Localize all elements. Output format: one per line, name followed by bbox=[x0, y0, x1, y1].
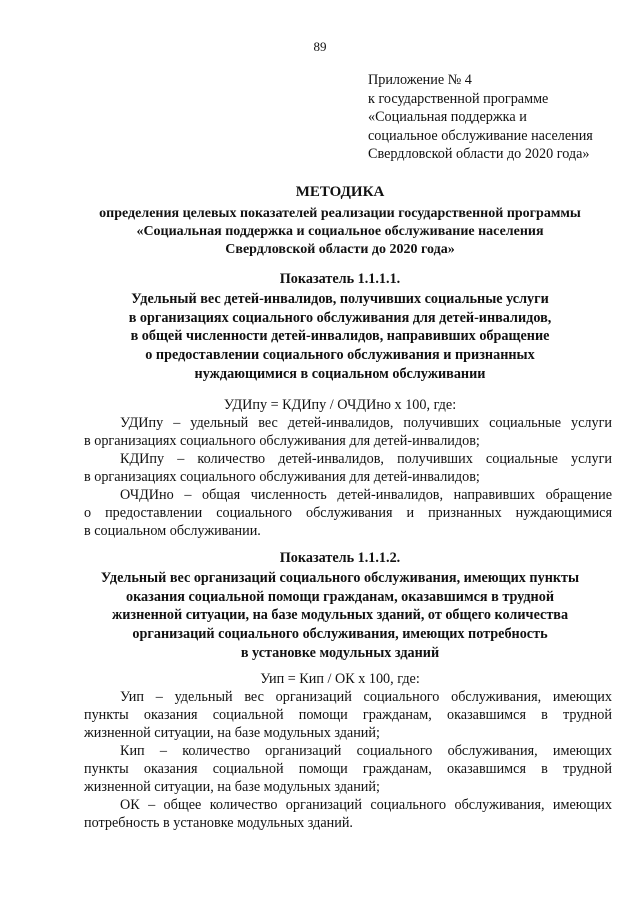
appendix-line: Свердловской области до 2020 года» bbox=[368, 146, 590, 163]
definition-uip bbox=[84, 688, 612, 743]
definition-line: жизненной ситуации, на базе модульных зданий; bbox=[84, 779, 380, 796]
definition-line: в организациях социального обслуживания для детей-инвалидов; bbox=[84, 469, 480, 486]
indicator-2-number: Показатель 1.1.1.2. bbox=[279, 550, 401, 566]
definition-ok bbox=[84, 796, 612, 832]
heading-line: Удельный вес детей-инвалидов, получивших социальные услуги bbox=[131, 290, 549, 307]
definition-line: потребность в установке модульных зданий. bbox=[84, 815, 353, 832]
definition-line: ОЧДИно – общая численность детей-инвалидов, направивших обращение bbox=[120, 487, 612, 503]
definition-line: Кип – количество организаций социального обслуживания, имеющих bbox=[120, 743, 612, 759]
page-number: 89 bbox=[313, 39, 327, 54]
definition-line: пункты оказания социальной помощи гражданам, оказавшимся в трудной bbox=[84, 707, 612, 724]
definition-ochdino bbox=[84, 486, 612, 541]
subtitle-line: Свердловской области до 2020 года» bbox=[225, 242, 455, 257]
appendix-note bbox=[368, 71, 628, 164]
heading-line: в общей численности детей-инвалидов, направивших обращение bbox=[130, 328, 550, 345]
definition-line: КДИпу – количество детей-инвалидов, получивших социальные услуги bbox=[120, 451, 612, 467]
appendix-line: к государственной программе bbox=[368, 90, 549, 107]
definition-kdipu bbox=[84, 450, 612, 486]
indicator-2-formula: Уип = Кип / ОК x 100, где: bbox=[260, 671, 420, 687]
subtitle-line: определения целевых показателей реализации государственной программы bbox=[99, 206, 581, 221]
definition-udipu bbox=[84, 414, 612, 450]
heading-line: организаций социального обслуживания, имеющих потребность bbox=[132, 626, 548, 643]
indicator-2-heading bbox=[60, 549, 620, 663]
indicator-1-number: Показатель 1.1.1.1. bbox=[279, 271, 401, 287]
definition-line: Уип – удельный вес организаций социального обслуживания, имеющих bbox=[120, 689, 612, 705]
appendix-line: Приложение № 4 bbox=[368, 72, 472, 88]
definition-kip bbox=[84, 742, 612, 797]
heading-line: в организациях социального обслуживания для детей-инвалидов, bbox=[128, 309, 552, 326]
definition-line: в социальном обслуживании. bbox=[84, 523, 261, 540]
definition-line: в организациях социального обслуживания для детей-инвалидов; bbox=[84, 433, 480, 450]
definition-line: о предоставлении социального обслуживания и признанных нуждающимися bbox=[84, 505, 612, 522]
heading-line: жизненной ситуации, на базе модульных зданий, от общего количества bbox=[111, 607, 569, 624]
indicator-1-formula: УДИпу = КДИпу / ОЧДИно x 100, где: bbox=[223, 397, 457, 413]
definition-line: жизненной ситуации, на базе модульных зданий; bbox=[84, 725, 380, 742]
definition-line: ОК – общее количество организаций социального обслуживания, имеющих bbox=[120, 797, 612, 813]
heading-line: Удельный вес организаций социального обслуживания, имеющих пункты bbox=[100, 569, 580, 586]
definition-line: УДИпу – удельный вес детей-инвалидов, получивших социальные услуги bbox=[120, 415, 612, 431]
heading-line: о предоставлении социального обслуживания и признанных bbox=[145, 347, 535, 364]
heading-line: в установке модульных зданий bbox=[240, 644, 440, 661]
indicator-1-heading bbox=[60, 270, 620, 384]
appendix-line: «Социальная поддержка и bbox=[368, 109, 527, 126]
subtitle-line: «Социальная поддержка и социальное обслуживание населения bbox=[136, 224, 544, 239]
definition-line: пункты оказания социальной помощи гражданам, оказавшимся в трудной bbox=[84, 761, 612, 778]
heading-line: оказания социальной помощи гражданам, оказавшимся в трудной bbox=[125, 588, 554, 605]
appendix-line: социальное обслуживание населения bbox=[368, 127, 593, 144]
document-title: МЕТОДИКА bbox=[295, 184, 385, 200]
document-subtitle bbox=[60, 205, 620, 259]
heading-line: нуждающимися в социальном обслуживании bbox=[194, 365, 486, 382]
